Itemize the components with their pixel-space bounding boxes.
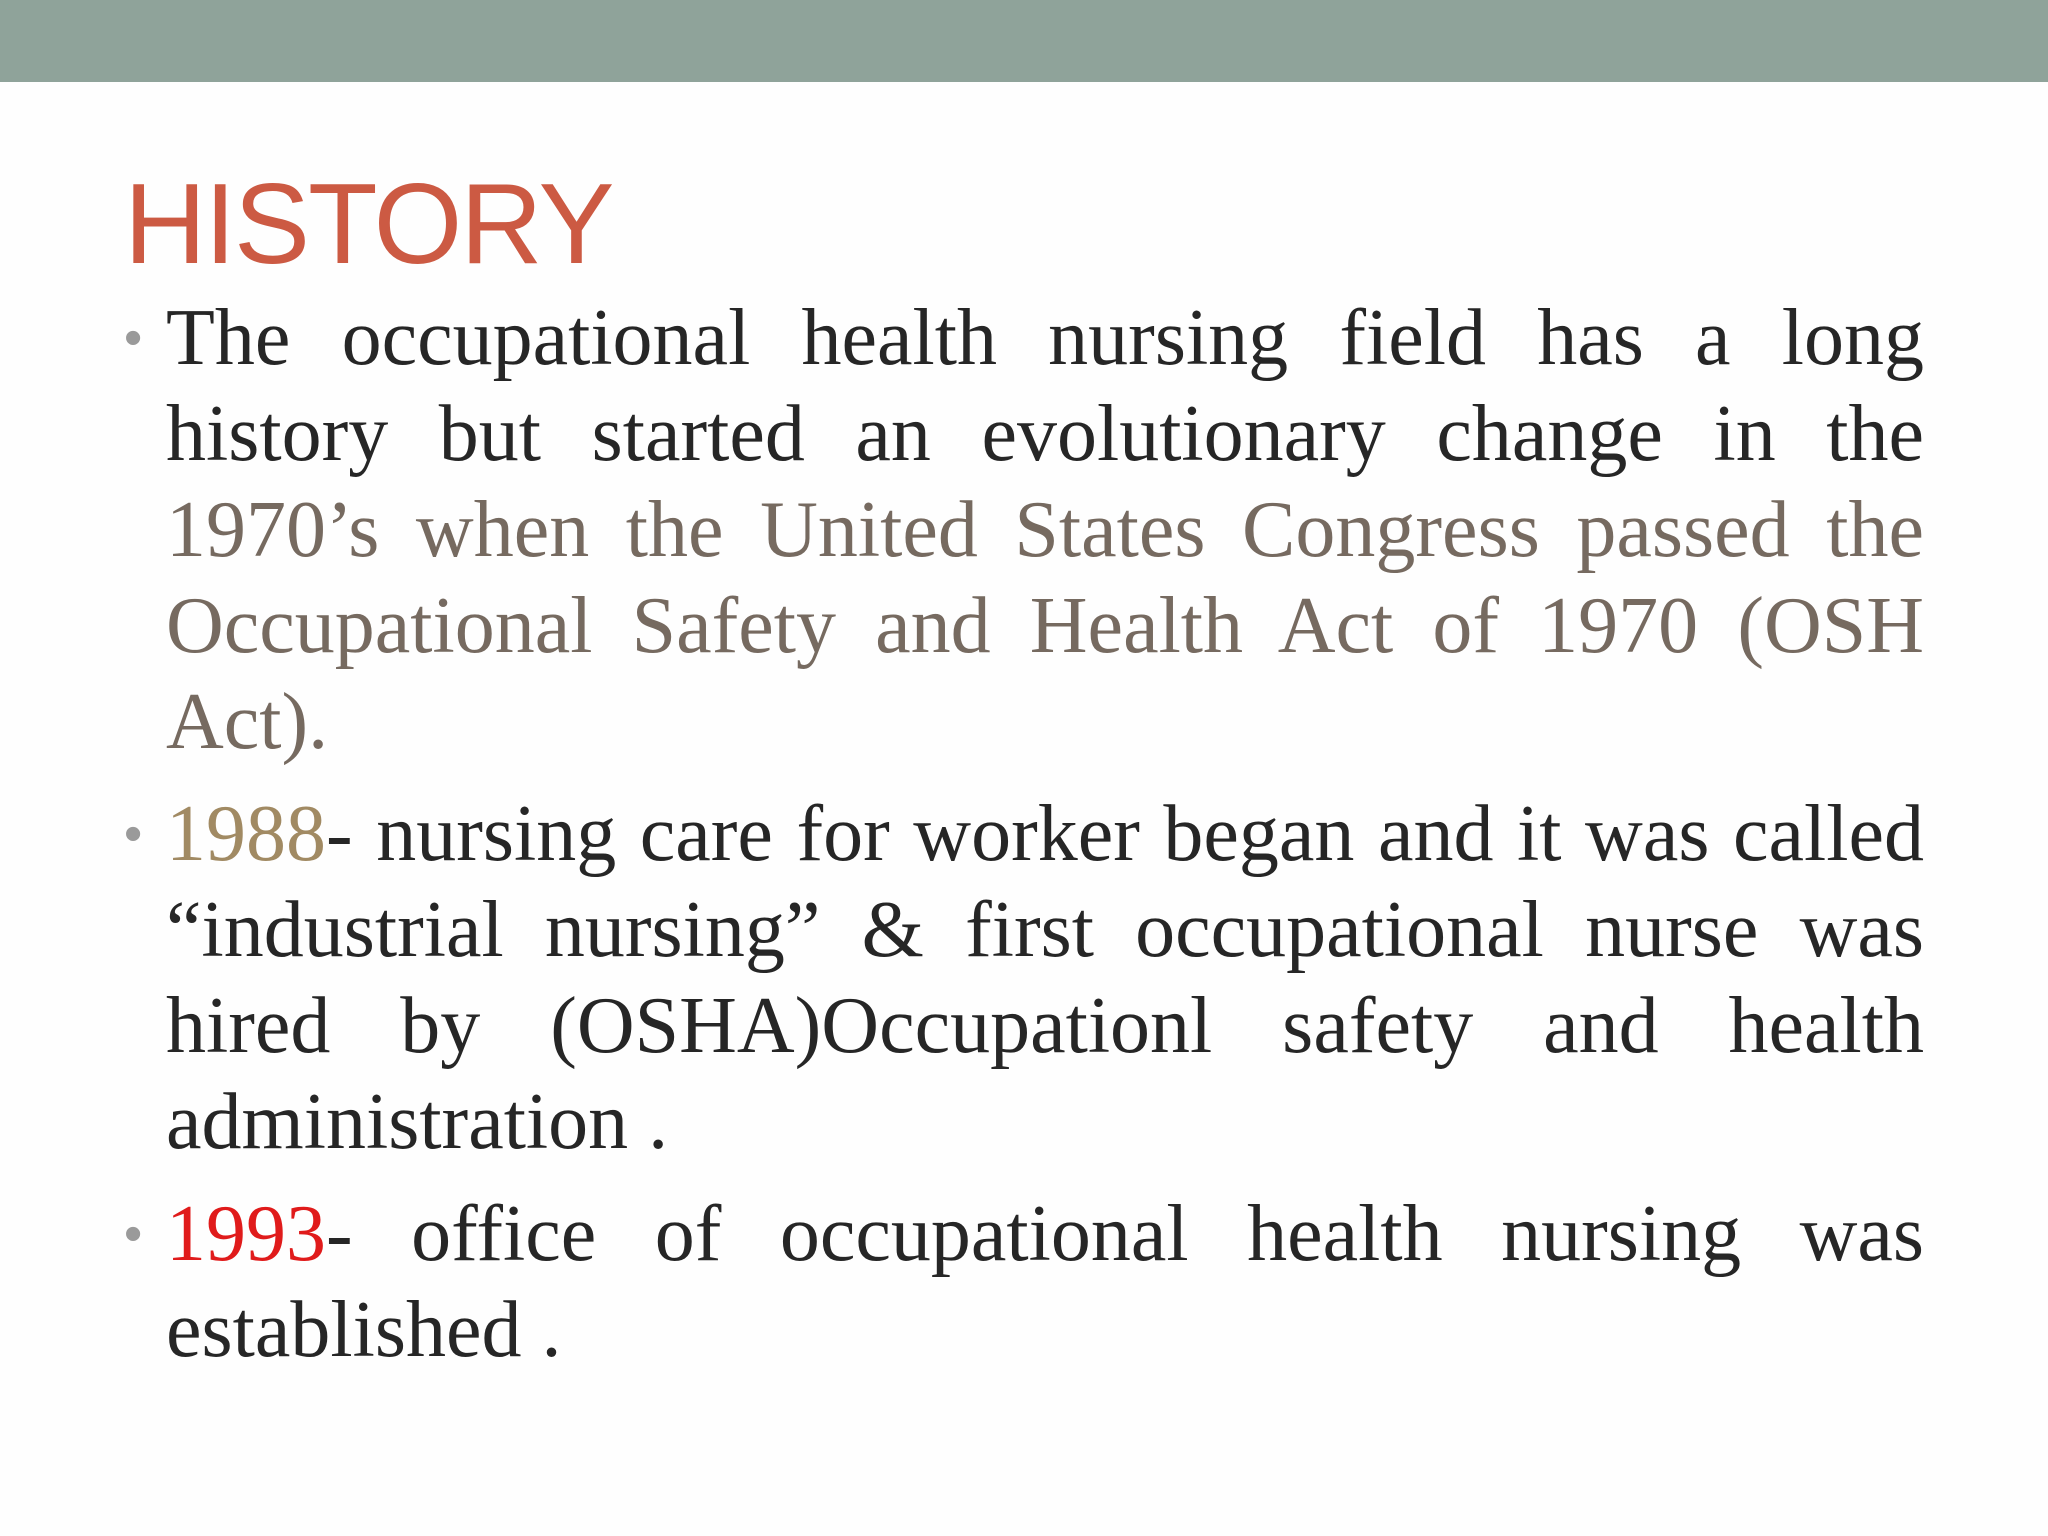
bullet-dot-icon: • xyxy=(124,1205,143,1263)
bullet-text: The occupational health nursing field has a long history but started an evolutionary change in the xyxy=(166,294,1924,478)
bullet-dot-icon: • xyxy=(124,805,143,863)
bullet-text: - nursing care for worker began and it was called “industrial nursing” & first occupational nurse was hired by (OSHA)Occupationl safety and health administration . xyxy=(166,790,1924,1166)
slide-title: HISTORY xyxy=(124,161,613,288)
bullet-text: - office of occupational health nursing was established . xyxy=(166,1190,1924,1374)
bullet-item-1993 xyxy=(124,1186,1924,1378)
bullet-text-highlight: 1970’s when the United States Congress passed the Occupational Safety and Health Act of 1970 (OSH Act). xyxy=(166,486,1924,766)
bullet-list xyxy=(124,290,1924,1394)
bullet-item-1988 xyxy=(124,786,1924,1170)
bullet-dot-icon: • xyxy=(124,309,143,367)
year-label: 1993 xyxy=(166,1190,326,1278)
top-color-band xyxy=(0,0,2048,82)
bullet-item-osh-act xyxy=(124,290,1924,770)
year-label: 1988 xyxy=(166,790,326,878)
